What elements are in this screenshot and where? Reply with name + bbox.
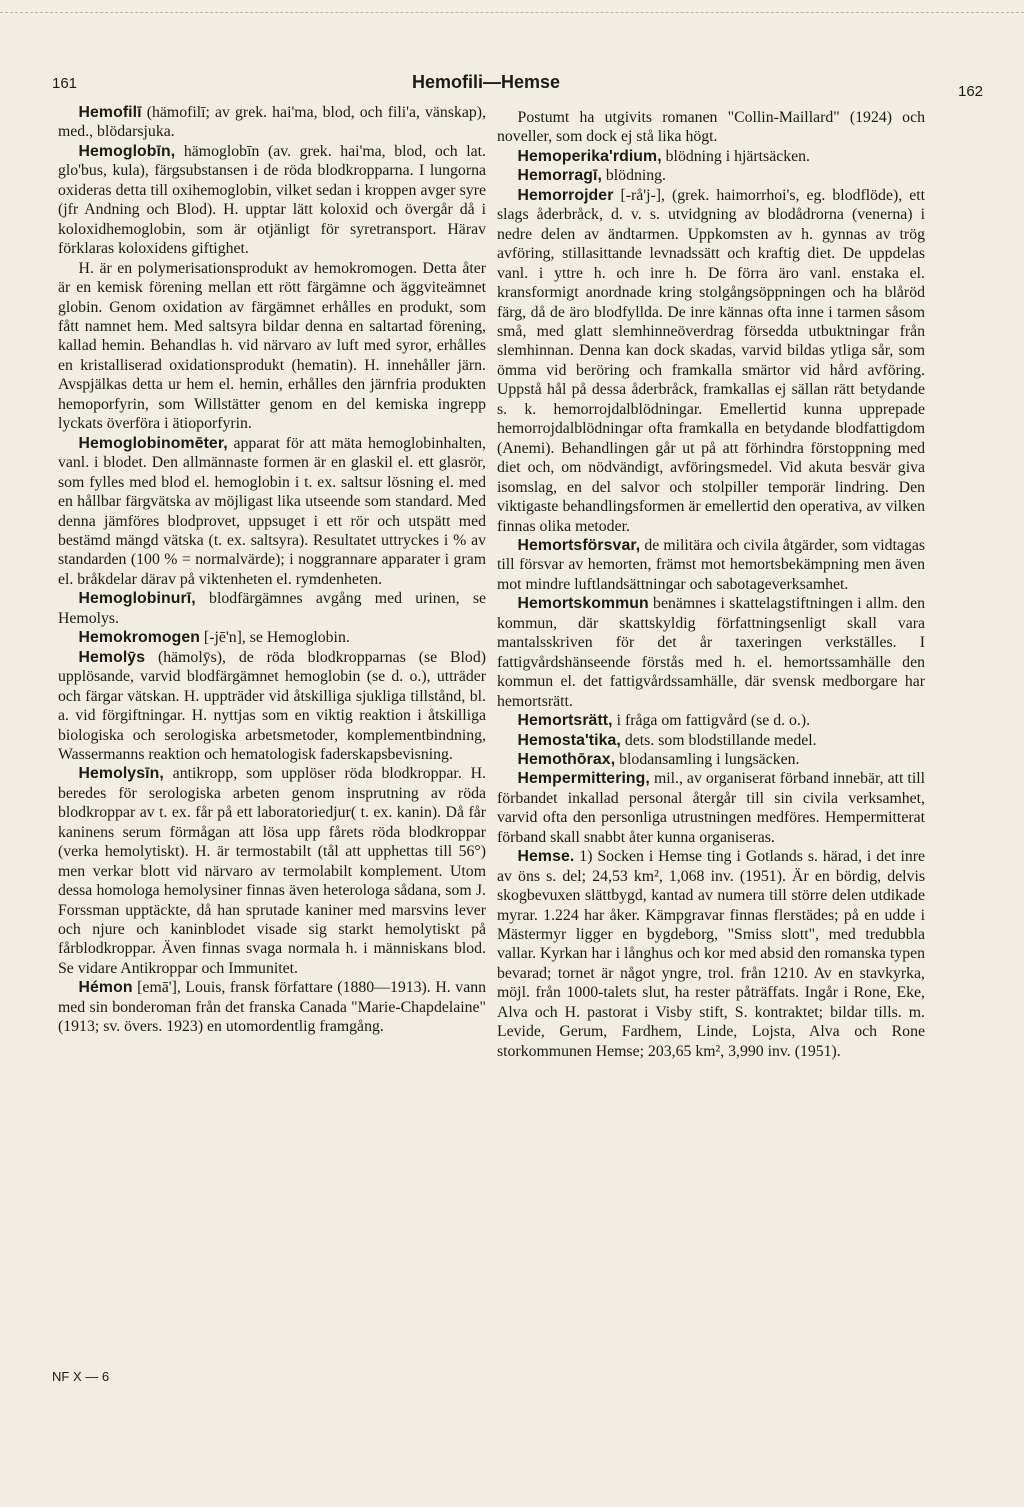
entry-text: [-jē'n], se Hemoglobin. xyxy=(199,629,350,647)
dictionary-entry xyxy=(497,711,925,730)
dictionary-entry xyxy=(58,142,486,259)
dictionary-entry xyxy=(58,978,486,1036)
left-column xyxy=(58,103,486,1037)
dictionary-entry xyxy=(497,750,925,769)
entry-headword: Hemokromogen xyxy=(78,629,200,647)
entry-text: antikropp, som upplöser röda blodkroppar. H. beredes för serologiska arbeten genom insprutning av röda blodkroppar av t. ex. får på ett laboratoriedjur( t. ex. kanin). Då får kaninens serum förmågan att lösa upp fårets röda blodkroppar (verka hemolytiskt). H. är termostabilt (tål att upphettas till 56°) men verkar blott vid närvaro av termolabilt komplement. Utom dessa homologa hemolysiner finnas även heterologa sådana, som J. Forssman upptäckte, då han sprutade kaniner med marsvins lever och njure och kaninblodet visade sig starkt hemolytiskt på fårblodkroppar. Även finnas svaga normala h. i människans blod. Se vidare Antikroppar och Immunitet. xyxy=(58,765,486,977)
entry-text: (hämofilī; av grek. hai'ma, blod, och fili'a, vänskap), med., blödarsjuka. xyxy=(58,104,486,141)
dictionary-entry xyxy=(497,769,925,847)
entry-headword: Hémon xyxy=(78,979,133,997)
signature-mark: NF X — 6 xyxy=(52,1369,110,1384)
dictionary-entry xyxy=(58,259,486,434)
entry-headword: Hemoglobinurī, xyxy=(78,590,196,608)
dictionary-entry xyxy=(497,536,925,594)
entry-text: blödning i hjärtsäcken. xyxy=(661,147,810,165)
entry-headword: Hemortskommun xyxy=(517,595,649,613)
dictionary-entry xyxy=(58,103,486,142)
dictionary-entry xyxy=(58,628,486,647)
dictionary-entry xyxy=(497,847,925,1061)
dictionary-entry xyxy=(497,147,925,166)
entry-headword: Hemortsrätt, xyxy=(517,712,613,730)
dictionary-entry xyxy=(497,186,925,536)
entry-headword: Hemoglobīn, xyxy=(78,142,176,160)
entry-text: 1) Socken i Hemse ting i Gotlands s. härad, i det inre av öns s. del; 24,53 km², 1,068 inv. (1951). Är en bördig, delvis skogbevuxen slättbygd, kantad av numera till större delen utdikade myrar. 1.224 har åker. Kämpgravar finnas flerstädes; på en udde i Mästermyr ligger en bygdeborg, "Smiss slott", med tredubbla vallar. Kyrkan har i långhus och kor med absid den romanska typen bevarad; tornet är något yngre, trol. från 1210. Av en stavkyrka, möjl. från 1000-talets slut, ha rester påträffats. Ingår i Rone, Eke, Alva och H. pastorat i Visby stift, S. kontraktet; bildar tills. m. Levide, Gerum, Fardhem, Linde, Lojsta, Alva och Rone storkommunen Hemse; 203,65 km², 3,990 inv. (1951). xyxy=(497,848,925,1060)
dictionary-entry xyxy=(497,166,925,185)
entry-headword: Hemse. xyxy=(517,848,575,866)
entry-text: mil., av organiserat förband innebär, att till förbandet inkallad personal återgår till sin civila verksamhet, varvid ofta den personliga utrustningen medföres. Hempermitterat förband skall snabbt åter kunna organiseras. xyxy=(497,770,925,846)
page-number-right: 162 xyxy=(958,83,984,100)
entry-headword: Hemolysīn, xyxy=(78,765,164,783)
dictionary-entry xyxy=(497,594,925,711)
entry-headword: Hempermittering, xyxy=(517,770,650,788)
entry-headword: Hemoglobinomēter, xyxy=(78,434,228,452)
scan-edge-line xyxy=(0,12,1024,13)
entry-headword: Hemorragī, xyxy=(517,167,602,185)
dictionary-entry xyxy=(58,589,486,628)
entry-text: blödning. xyxy=(601,167,667,185)
entry-text: [-rå'j-], (grek. haimorrhoi's, eg. blodflöde), ett slags åderbråck, d. v. s. utvidgning av blodådrorna (venerna) i nedre delen av ändtarmen. Uppkomsten av h. gynnas av trög avföring, stillasittande levnadssätt och kraftig diet. De uppdelas vanl. i yttre h. och inre h. De förra äro vanl. enstaka el. kransformigt anordnade kring stolgångsöppningen och ha blåröd färg, då de äro blodfyllda. De inre kännas ofta inne i tarmen såsom små, med glatt slemhinneöverdrag försedda utbuktningar från slemhinnan. Denna kan dock skadas, varvid bildas ytliga sår, som ömma vid beröring och framkalla smärtor vid hård avföring. Uppstå hål på dessa åderbråck, framkallas ej sällan rätt betydande s. k. hemorrojdalblödningar. Emellertid kunna upprepade hemorrojdalblödningar ofta framkalla en betydande blodfattigdom (Anemi). Behandlingen går ut på att förhindra förstoppning med diet och, om nödvändigt, avföringsmedel. Vid akuta besvär giva isomslag, en del salvor och stolpiller temporär lindring. Den viktigaste behandlingsformen är emellertid den operativa, av vilken finnas olika metoder. xyxy=(497,186,925,535)
dictionary-entry xyxy=(58,434,486,590)
running-header: Hemofili—Hemse xyxy=(412,72,561,92)
entry-text: dets. som blodstillande medel. xyxy=(620,731,817,749)
right-column xyxy=(497,108,925,1061)
entry-text: de militära och civila åtgärder, som vidtagas till försvar av hemorten, främst mot hemortsbekämpning men även mot mindre luftlandsättningar och sabotageverksamhet. xyxy=(497,536,925,593)
dictionary-entry xyxy=(58,648,486,765)
page-number-left: 161 xyxy=(52,75,78,92)
entry-headword: Hemolȳs xyxy=(78,648,146,666)
entry-text: apparat för att mäta hemoglobinhalten, vanl. i blodet. Den allmännaste formen är en glaskil el. ett glasrör, som fylles med blod el. hemoglobin i t. ex. saltsur lösning el. med en hållbar färgvätska av möjligast lika utseende som standard. Med denna jämföres blodprovet, uppsuget i ett rör och utspätt med bestämd mängd vätska (t. ex. saltsyra). Resultatet uttryckes i % av standarden (100 % = normalvärde); i noggrannare apparater i gram el. bråkdelar därav på viktenheten el. rymdenheten. xyxy=(58,434,486,588)
entry-headword: Hemofilī xyxy=(78,104,142,121)
entry-text: hämoglobīn (av. grek. hai'ma, blod, och lat. glo'bus, kula), färgsubstansen i de röda blodkropparna. I lungorna oxideras detta till oxihemoglobin, vilket sedan i kroppen avger syre (jfr Andning och Blod). H. upptar lätt koloxid och övergår då i koloxidhemoglobin, som är otjänligt för syretransport. Härav förklaras koloxidens giftighet. xyxy=(58,142,486,258)
entry-text: (hämolȳs), de röda blodkropparnas (se Blod) upplösande, varvid blodfärgämnet hemoglobin (se d. o.), utträder och färgar vätskan. H. uppträder vid åtskilliga sjukliga tillstånd, bl. a. vid förgiftningar. H. nyttjas som en viktig reaktion i åtskilliga biologiska och serologiska arbetsmetoder, komplementbindning, Wassermanns reaktion och hematologisk faderskapsbevisning. xyxy=(58,648,486,763)
entry-text: H. är en polymerisationsprodukt av hemokromogen. Detta åter är en kemisk förening mellan ett rött färgämne och äggviteämnet globin. Genom oxidation av färgämnet erhålles en produkt, som fått namnet hem. Med saltsyra bildar denna en saltartad förening, kallad hemin. Behandlas h. vid närvaro av luft med syror, erhålles en kristalliserad oxidationsprodukt (hematin). H. innehåller järn. Avspjälkas detta ur hem el. hemin, erhålles den järnfria produkten hemoporfyrin, som Willstätter genom en del kemiska ingrepp lyckats överföra i ätioporfyrin. xyxy=(58,259,486,433)
entry-text: benämnes i skattelagstiftningen i allm. den kommun, där skattskyldig författningsenligt skall vara mantalsskriven för det år taxeringen verkställes. I fattigvårdshänseende förstås med h. el. hemortssamhälle den kommun el. det fattigvårdssamhälle, där svensk medborgare har hemortsrätt. xyxy=(497,595,925,710)
entry-headword: Hemoperika'rdium, xyxy=(517,147,662,165)
entry-text: blodansamling i lungsäcken. xyxy=(615,750,800,768)
entry-text: Postumt ha utgivits romanen "Collin-Maillard" (1924) och noveller, som dock ej stå lika högt. xyxy=(497,109,925,146)
entry-text: [emā'], Louis, fransk författare (1880—1913). H. vann med sin bonderoman från det franska Canada "Marie-Chapdelaine" (1913; sv. övers. 1923) en utomordentlig framgång. xyxy=(58,979,486,1036)
dictionary-entry xyxy=(58,764,486,978)
entry-headword: Hemortsförsvar, xyxy=(517,536,641,554)
entry-headword: Hemothōrax, xyxy=(517,750,616,768)
entry-headword: Hemorrojder xyxy=(517,186,614,204)
dictionary-entry xyxy=(497,731,925,750)
dictionary-entry xyxy=(497,108,925,147)
entry-text: blodfärgämnes avgång med urinen, se Hemolys. xyxy=(58,590,486,627)
entry-text: i fråga om fattigvård (se d. o.). xyxy=(612,712,811,730)
entry-headword: Hemosta'tika, xyxy=(517,731,621,749)
